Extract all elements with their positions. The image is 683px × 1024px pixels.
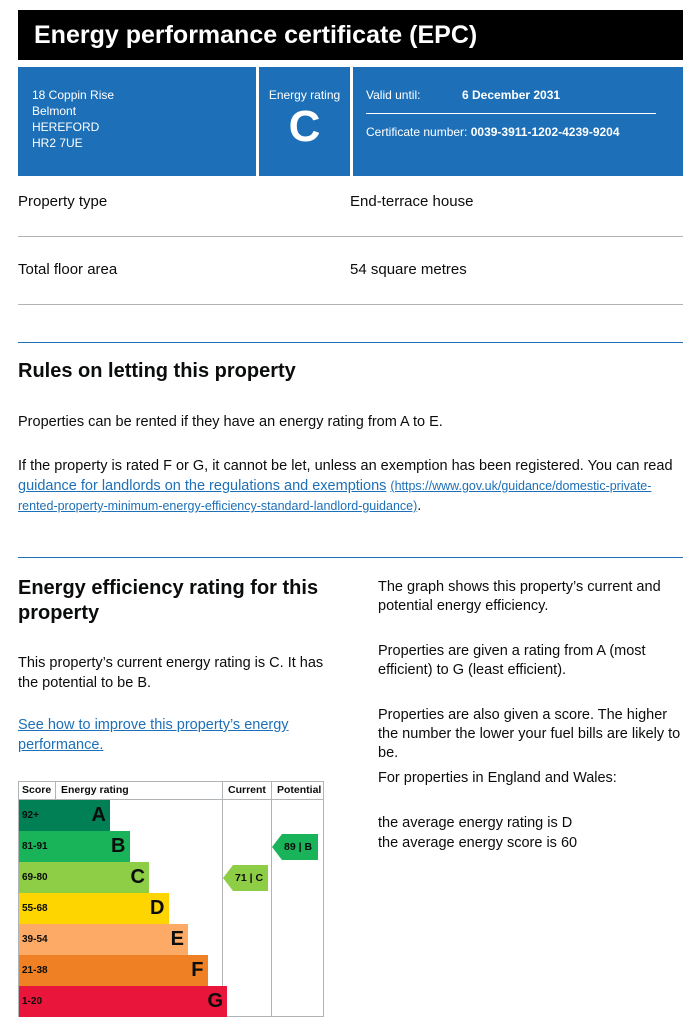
band-score-range: 81-91 [19,831,55,862]
chart-gridline [222,782,223,1016]
floor-area-label: Total floor area [18,261,118,278]
rating-band-b [19,831,219,862]
energy-rating-letter: C [288,102,321,151]
rating-band-a [19,800,219,831]
current-rating-arrow-label: 71 | C [235,871,264,884]
average-score: the average energy score is 60 [378,835,578,851]
address-line: 18 Coppin Rise [32,88,115,102]
efficiency-heading: Energy efficiency rating for this property [18,577,319,624]
region-description: For properties in England and Wales: [378,770,617,786]
summary-divider [350,67,353,176]
current-rating-arrow [223,865,268,891]
band-bar [55,800,110,831]
rating-band-f [19,955,219,986]
floor-area-value: 54 square metres [350,261,467,278]
band-score-range: 21-38 [19,955,55,986]
rules-heading: Rules on letting this property [18,360,296,382]
current-rating-text: This property’s current energy rating is C. It has the potential to be B. [18,655,324,691]
band-letter: E [170,928,184,950]
band-bar [55,831,130,862]
band-score-range: 69-80 [19,862,55,893]
potential-rating-arrow [272,834,318,860]
band-letter: D [150,897,165,919]
page-title: Energy performance certificate (EPC) [18,10,683,60]
band-letter: F [191,959,204,981]
band-bar [55,986,227,1017]
property-type-row [18,176,683,237]
band-letter: B [111,835,126,857]
band-score-range: 55-68 [19,893,55,924]
band-letter: C [130,866,145,888]
band-score-range: 1-20 [19,986,55,1017]
certificate-number: 0039-3911-1202-4239-9204 [470,125,620,139]
landlord-guidance-link[interactable]: guidance for landlords on the regulations and exemptions [18,478,387,494]
average-rating: the average energy rating is D [378,815,573,831]
trailing-period: . [417,498,422,514]
epc-summary-panel [18,67,683,176]
valid-until-row [366,88,656,114]
band-bar [55,924,188,955]
energy-rating-label: Energy rating [268,88,341,102]
property-type-label: Property type [18,193,108,210]
section-divider [18,557,683,558]
band-score-range: 92+ [19,800,55,831]
potential-rating-arrow-label: 89 | B [284,840,313,853]
energy-rating-column-header: Energy rating [61,784,129,796]
address-line: Belmont [32,104,77,118]
rating-range-description: Properties are given a rating from A (most efficient) to G (least efficient). [378,643,646,678]
energy-rating-box [259,67,350,176]
rules-exemption-paragraph [18,456,683,516]
score-column-header: Score [22,784,52,796]
band-letter: A [91,804,106,826]
band-bar [55,862,149,893]
rating-band-d [19,893,219,924]
chart-gridline [271,782,272,1016]
rules-exemption-text: If the property is rated F or G, it cannot be let, unless an exemption has been registered. You can read [18,458,673,474]
certificate-number-label: Certificate number: [366,125,468,139]
improve-performance-link[interactable]: See how to improve this property’s energy performance. [18,717,289,753]
rating-band-c [19,862,219,893]
score-description: Properties are also given a score. The higher the number the lower your fuel bills are likely to be. [378,707,681,761]
band-bar [55,893,169,924]
energy-rating-chart [18,781,324,1017]
band-bar [55,955,208,986]
property-type-value: End-terrace house [350,193,474,210]
rating-band-e [19,924,219,955]
band-letter: G [207,990,223,1012]
section-divider [18,342,683,343]
address-line: HEREFORD [32,120,100,134]
certificate-number-row [366,125,620,139]
valid-until-label: Valid until: [366,88,421,102]
improve-performance-paragraph [18,715,338,755]
graph-description: The graph shows this property’s current and potential energy efficiency. [378,579,661,614]
rating-band-g [19,986,223,1017]
property-address [32,87,114,151]
band-score-range: 39-54 [19,924,55,955]
address-line: HR2 7UE [32,136,83,150]
current-column-header: Current [228,784,266,796]
landlord-guidance-url[interactable]: (https://www.gov.uk/guidance/domestic-private-rented-property-minimum-energy-efficiency-standard-landlord-guidance) [18,479,652,513]
rules-paragraph: Properties can be rented if they have an energy rating from A to E. [18,414,443,430]
valid-until-date: 6 December 2031 [462,88,561,102]
potential-column-header: Potential [277,784,322,796]
floor-area-row [18,237,683,305]
